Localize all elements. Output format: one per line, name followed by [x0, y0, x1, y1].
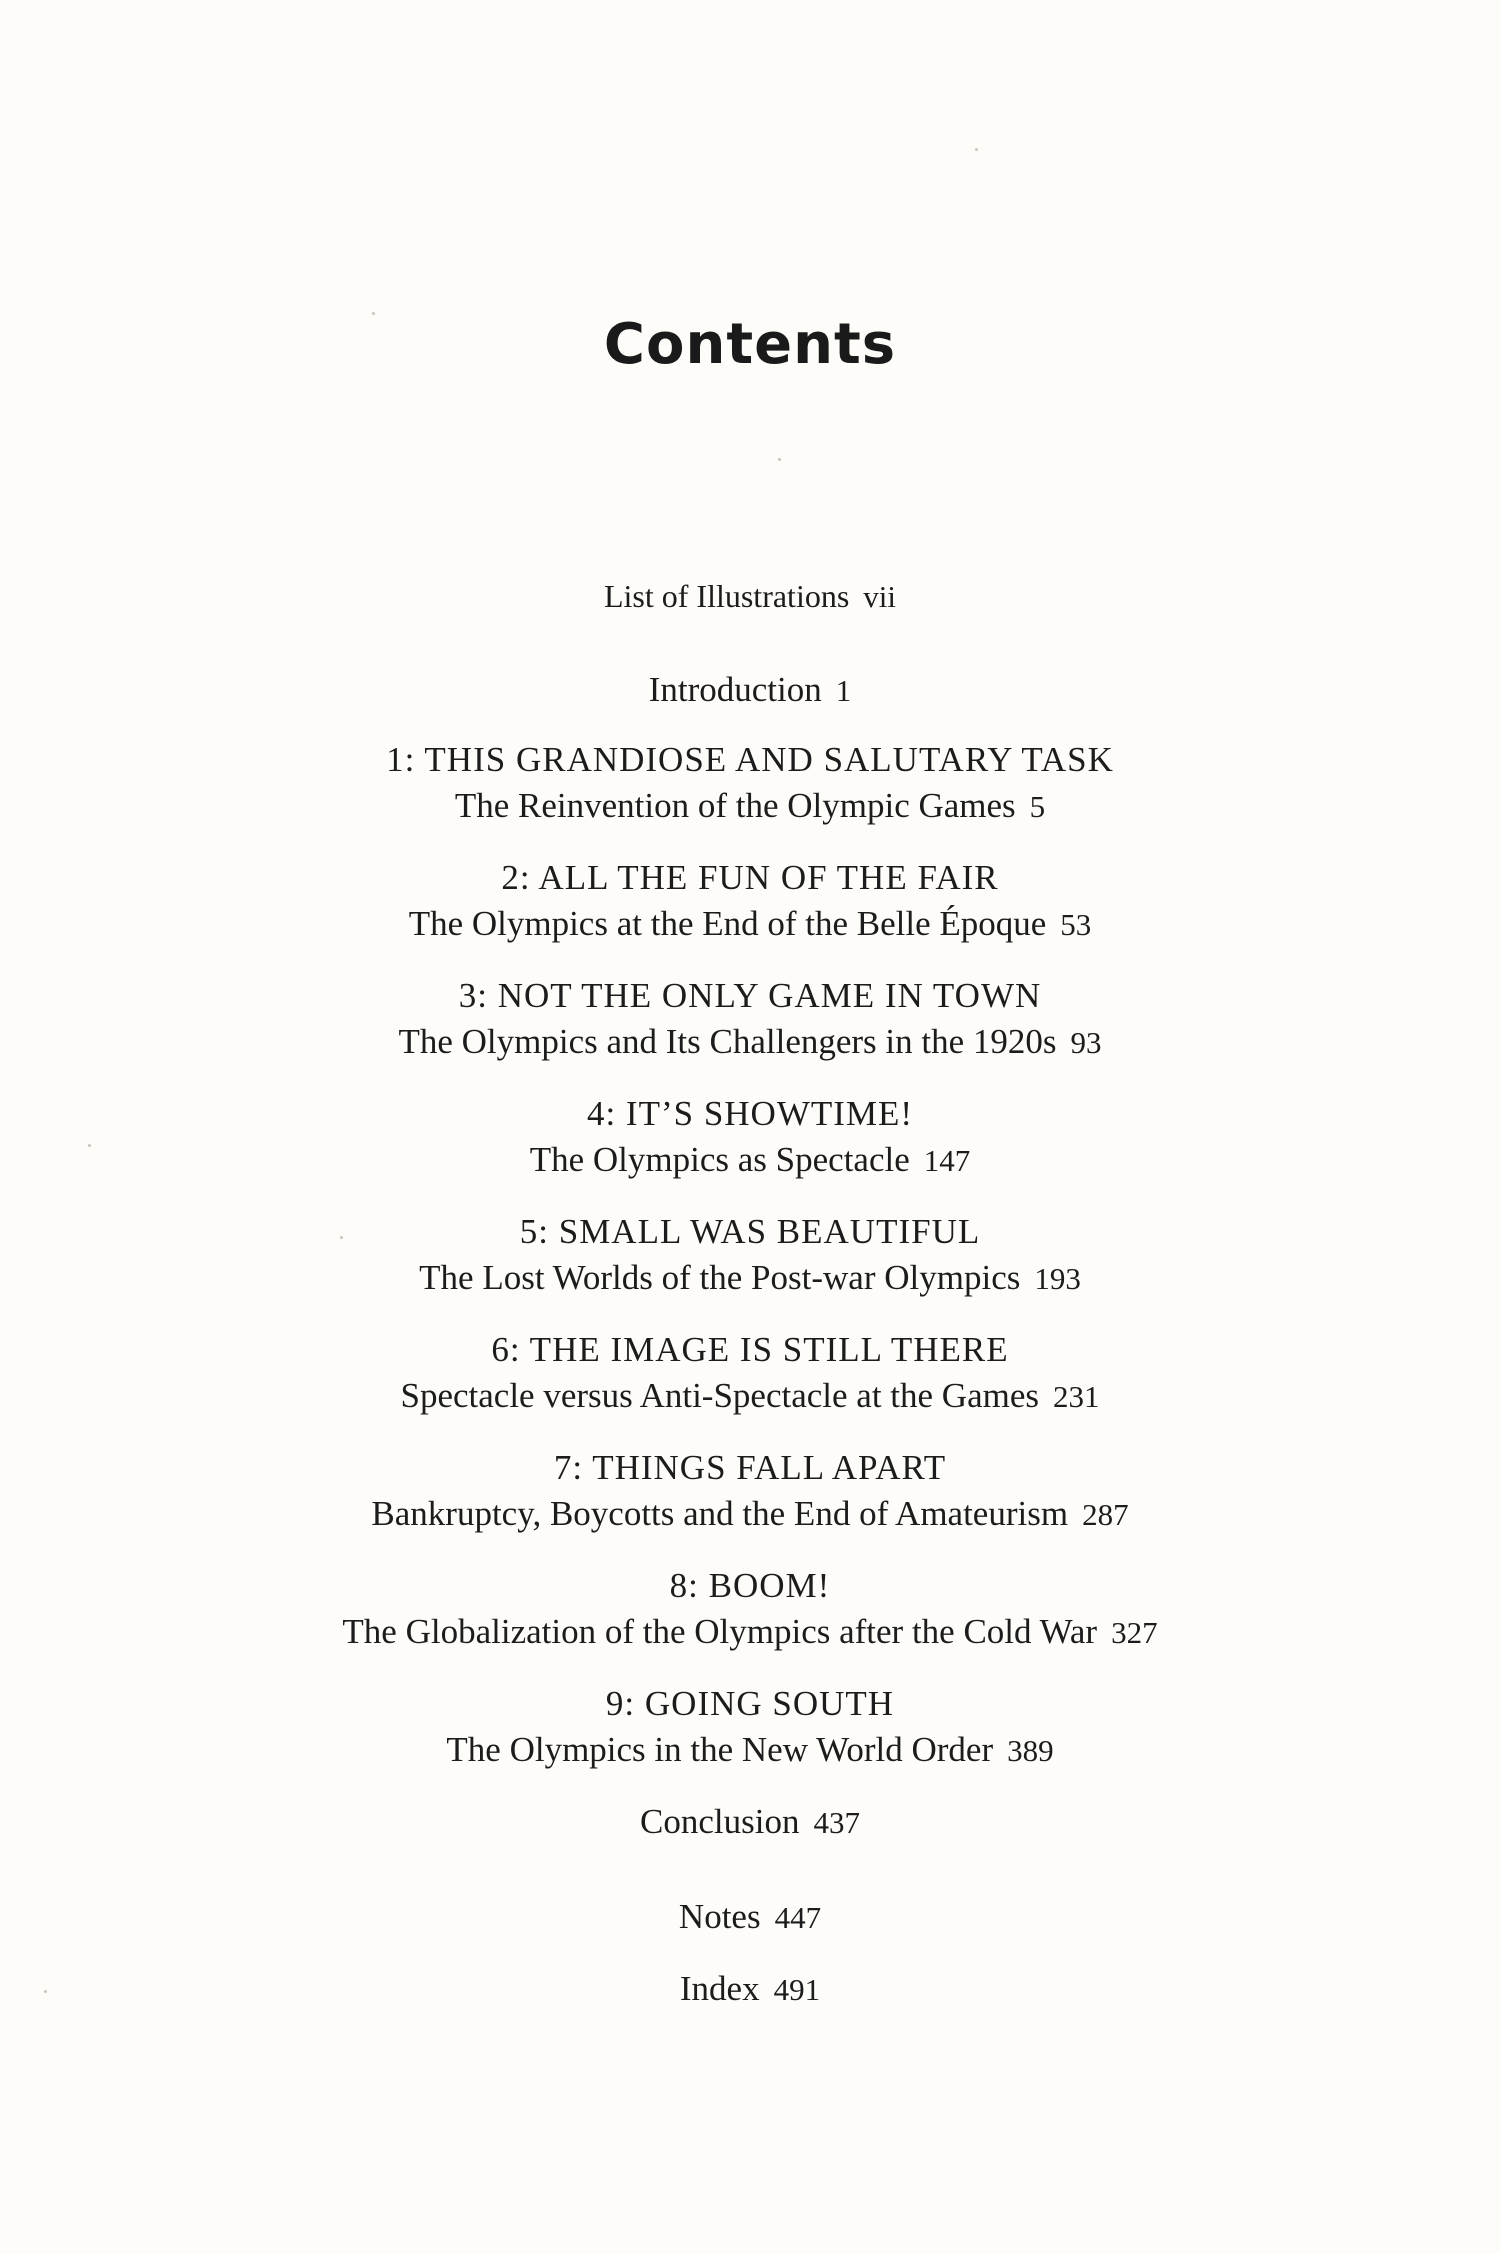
- page-number: 231: [1053, 1379, 1100, 1414]
- entry-title: Conclusion: [640, 1802, 800, 1841]
- chapter-8-heading: 8: BOOM!: [669, 1566, 831, 1605]
- chapter-3-heading: 3: NOT THE ONLY GAME IN TOWN: [458, 976, 1042, 1015]
- toc-entry-conclusion: [0, 1800, 1500, 1845]
- entry-title: Spectacle versus Anti-Spectacle at the Games: [400, 1376, 1039, 1415]
- page-number: 491: [773, 1972, 821, 2007]
- page-number: 5: [1029, 789, 1046, 824]
- entry-title: The Olympics at the End of the Belle Époque: [408, 904, 1047, 943]
- toc-entry-introduction: [0, 668, 1500, 713]
- toc-entry-notes: [0, 1895, 1500, 1940]
- chapter-1-heading: 1: THIS GRANDIOSE AND SALUTARY TASK: [386, 740, 1114, 779]
- chapter-4-subtitle: [0, 1138, 1500, 1183]
- chapter-7-subtitle: [0, 1492, 1500, 1537]
- page-number: 287: [1082, 1497, 1129, 1532]
- entry-title: The Olympics in the New World Order: [446, 1730, 994, 1769]
- page-number: 1: [835, 673, 852, 708]
- toc-entry-illustrations: [0, 574, 1500, 619]
- page-title: Contents: [603, 312, 897, 377]
- chapter-9-subtitle: [0, 1728, 1500, 1773]
- page-number: 327: [1111, 1615, 1158, 1650]
- chapter-5-subtitle: [0, 1256, 1500, 1301]
- page-number: 93: [1070, 1025, 1102, 1060]
- chapter-9-heading: 9: GOING SOUTH: [605, 1684, 895, 1723]
- entry-title: Bankruptcy, Boycotts and the End of Amateurism: [371, 1494, 1069, 1533]
- chapter-4-heading: 4: IT’S SHOWTIME!: [586, 1094, 914, 1133]
- page-number: 447: [774, 1900, 822, 1935]
- chapter-2-heading: 2: ALL THE FUN OF THE FAIR: [501, 858, 999, 897]
- entry-title: The Olympics as Spectacle: [529, 1140, 910, 1179]
- chapter-5-heading: 5: SMALL WAS BEAUTIFUL: [519, 1212, 981, 1251]
- entry-title: The Lost Worlds of the Post-war Olympics: [419, 1258, 1021, 1297]
- page-number: 53: [1060, 907, 1092, 942]
- toc-entry-index: [0, 1967, 1500, 2012]
- page-number: 437: [813, 1805, 860, 1840]
- page-number: 389: [1007, 1733, 1054, 1768]
- chapter-2-subtitle: [0, 902, 1500, 947]
- chapter-8-subtitle: [0, 1610, 1500, 1655]
- entry-title: The Reinvention of the Olympic Games: [454, 786, 1016, 825]
- entry-title: The Globalization of the Olympics after the Cold War: [342, 1612, 1098, 1651]
- page-number: 147: [923, 1143, 971, 1178]
- entry-title: The Olympics and Its Challengers in the 1920s: [398, 1022, 1057, 1061]
- entry-title: Introduction: [648, 670, 822, 709]
- chapter-6-heading: 6: THE IMAGE IS STILL THERE: [491, 1330, 1009, 1369]
- entry-title: List of Illustrations: [603, 578, 850, 614]
- page-number: 193: [1034, 1261, 1081, 1296]
- chapter-7-heading: 7: THINGS FALL APART: [553, 1448, 947, 1487]
- chapter-6-subtitle: [0, 1374, 1500, 1419]
- entry-title: Index: [679, 1969, 760, 2008]
- chapter-3-subtitle: [0, 1020, 1500, 1065]
- chapter-1-subtitle: [0, 784, 1500, 829]
- paper-speck: [975, 148, 978, 151]
- paper-speck: [778, 458, 781, 461]
- page-number: vii: [863, 579, 897, 614]
- entry-title: Notes: [678, 1897, 761, 1936]
